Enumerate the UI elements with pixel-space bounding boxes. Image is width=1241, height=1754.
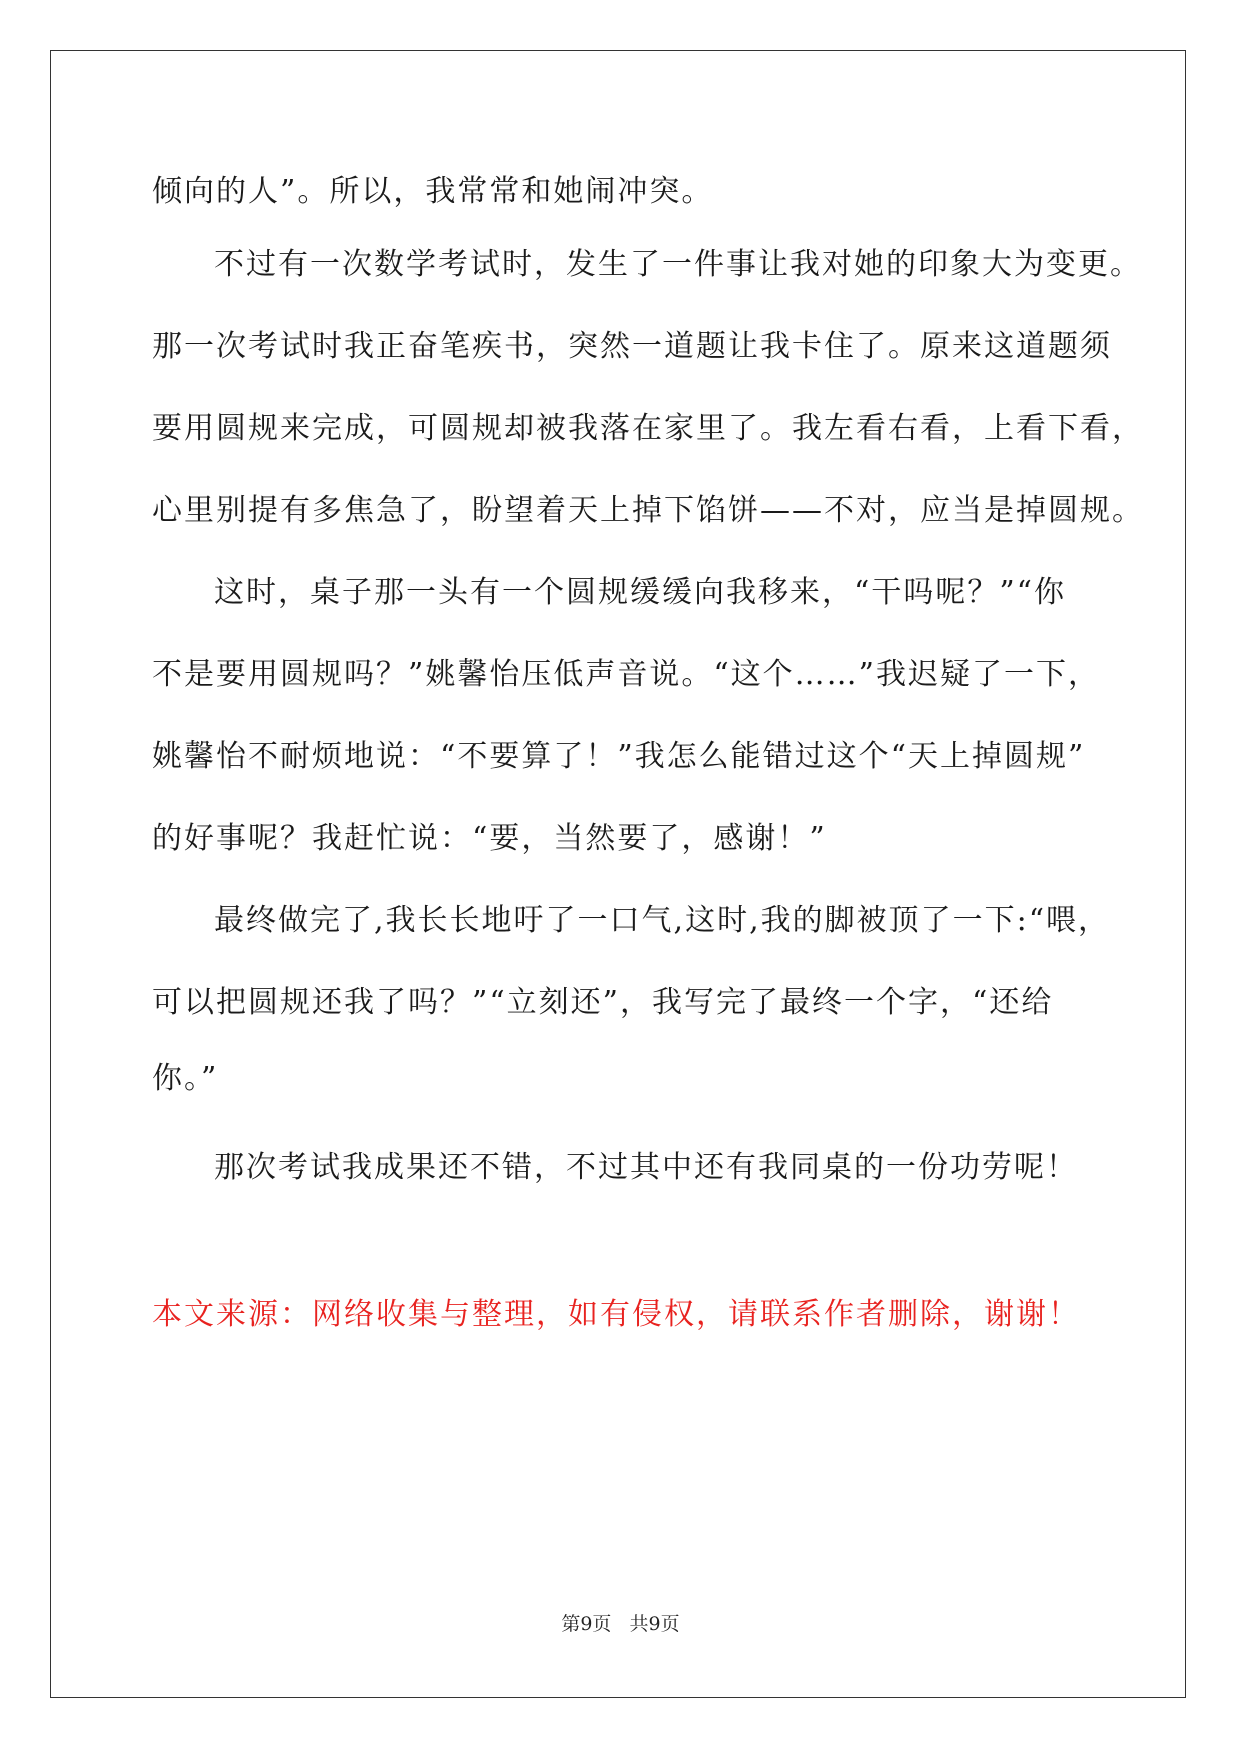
text-line: 倾向的人”。所以，我常常和她闹冲突。 [152, 174, 714, 209]
text-line: 不过有一次数学考试时，发生了一件事让我对她的印象大为变更。 [214, 247, 1142, 282]
text-line: 可以把圆规还我了吗？”“立刻还”，我写完了最终一个字，“还给 [152, 985, 1054, 1020]
text-line: 的好事呢？我赶忙说：“要，当然要了，感谢！” [152, 821, 827, 856]
text-line: 那次考试我成果还不错，不过其中还有我同桌的一份功劳呢！ [214, 1150, 1078, 1185]
text-line: 你。” [152, 1061, 219, 1096]
page-number-footer: 第9页 共9页 [561, 1613, 680, 1635]
text-line: 心里别提有多焦急了，盼望着天上掉下馅饼——不对，应当是掉圆规。 [152, 493, 1144, 528]
text-line: 那一次考试时我正奋笔疾书，突然一道题让我卡住了。原来这道题须 [152, 329, 1112, 364]
source-note: 本文来源：网络收集与整理，如有侵权，请联系作者删除，谢谢！ [152, 1297, 1080, 1332]
text-line: 这时，桌子那一头有一个圆规缓缓向我移来，“干吗呢？”“你 [214, 575, 1067, 610]
text-line: 姚馨怡不耐烦地说：“不要算了！”我怎么能错过这个“天上掉圆规” [152, 739, 1086, 774]
text-line: 要用圆规来完成，可圆规却被我落在家里了。我左看右看，上看下看， [152, 411, 1144, 446]
page-border [50, 50, 1186, 1698]
text-line: 不是要用圆规吗？”姚馨怡压低声音说。“这个……”我迟疑了一下， [152, 657, 1101, 692]
text-line: 最终做完了,我长长地吁了一口气,这时,我的脚被顶了一下:“喂， [214, 903, 1111, 938]
